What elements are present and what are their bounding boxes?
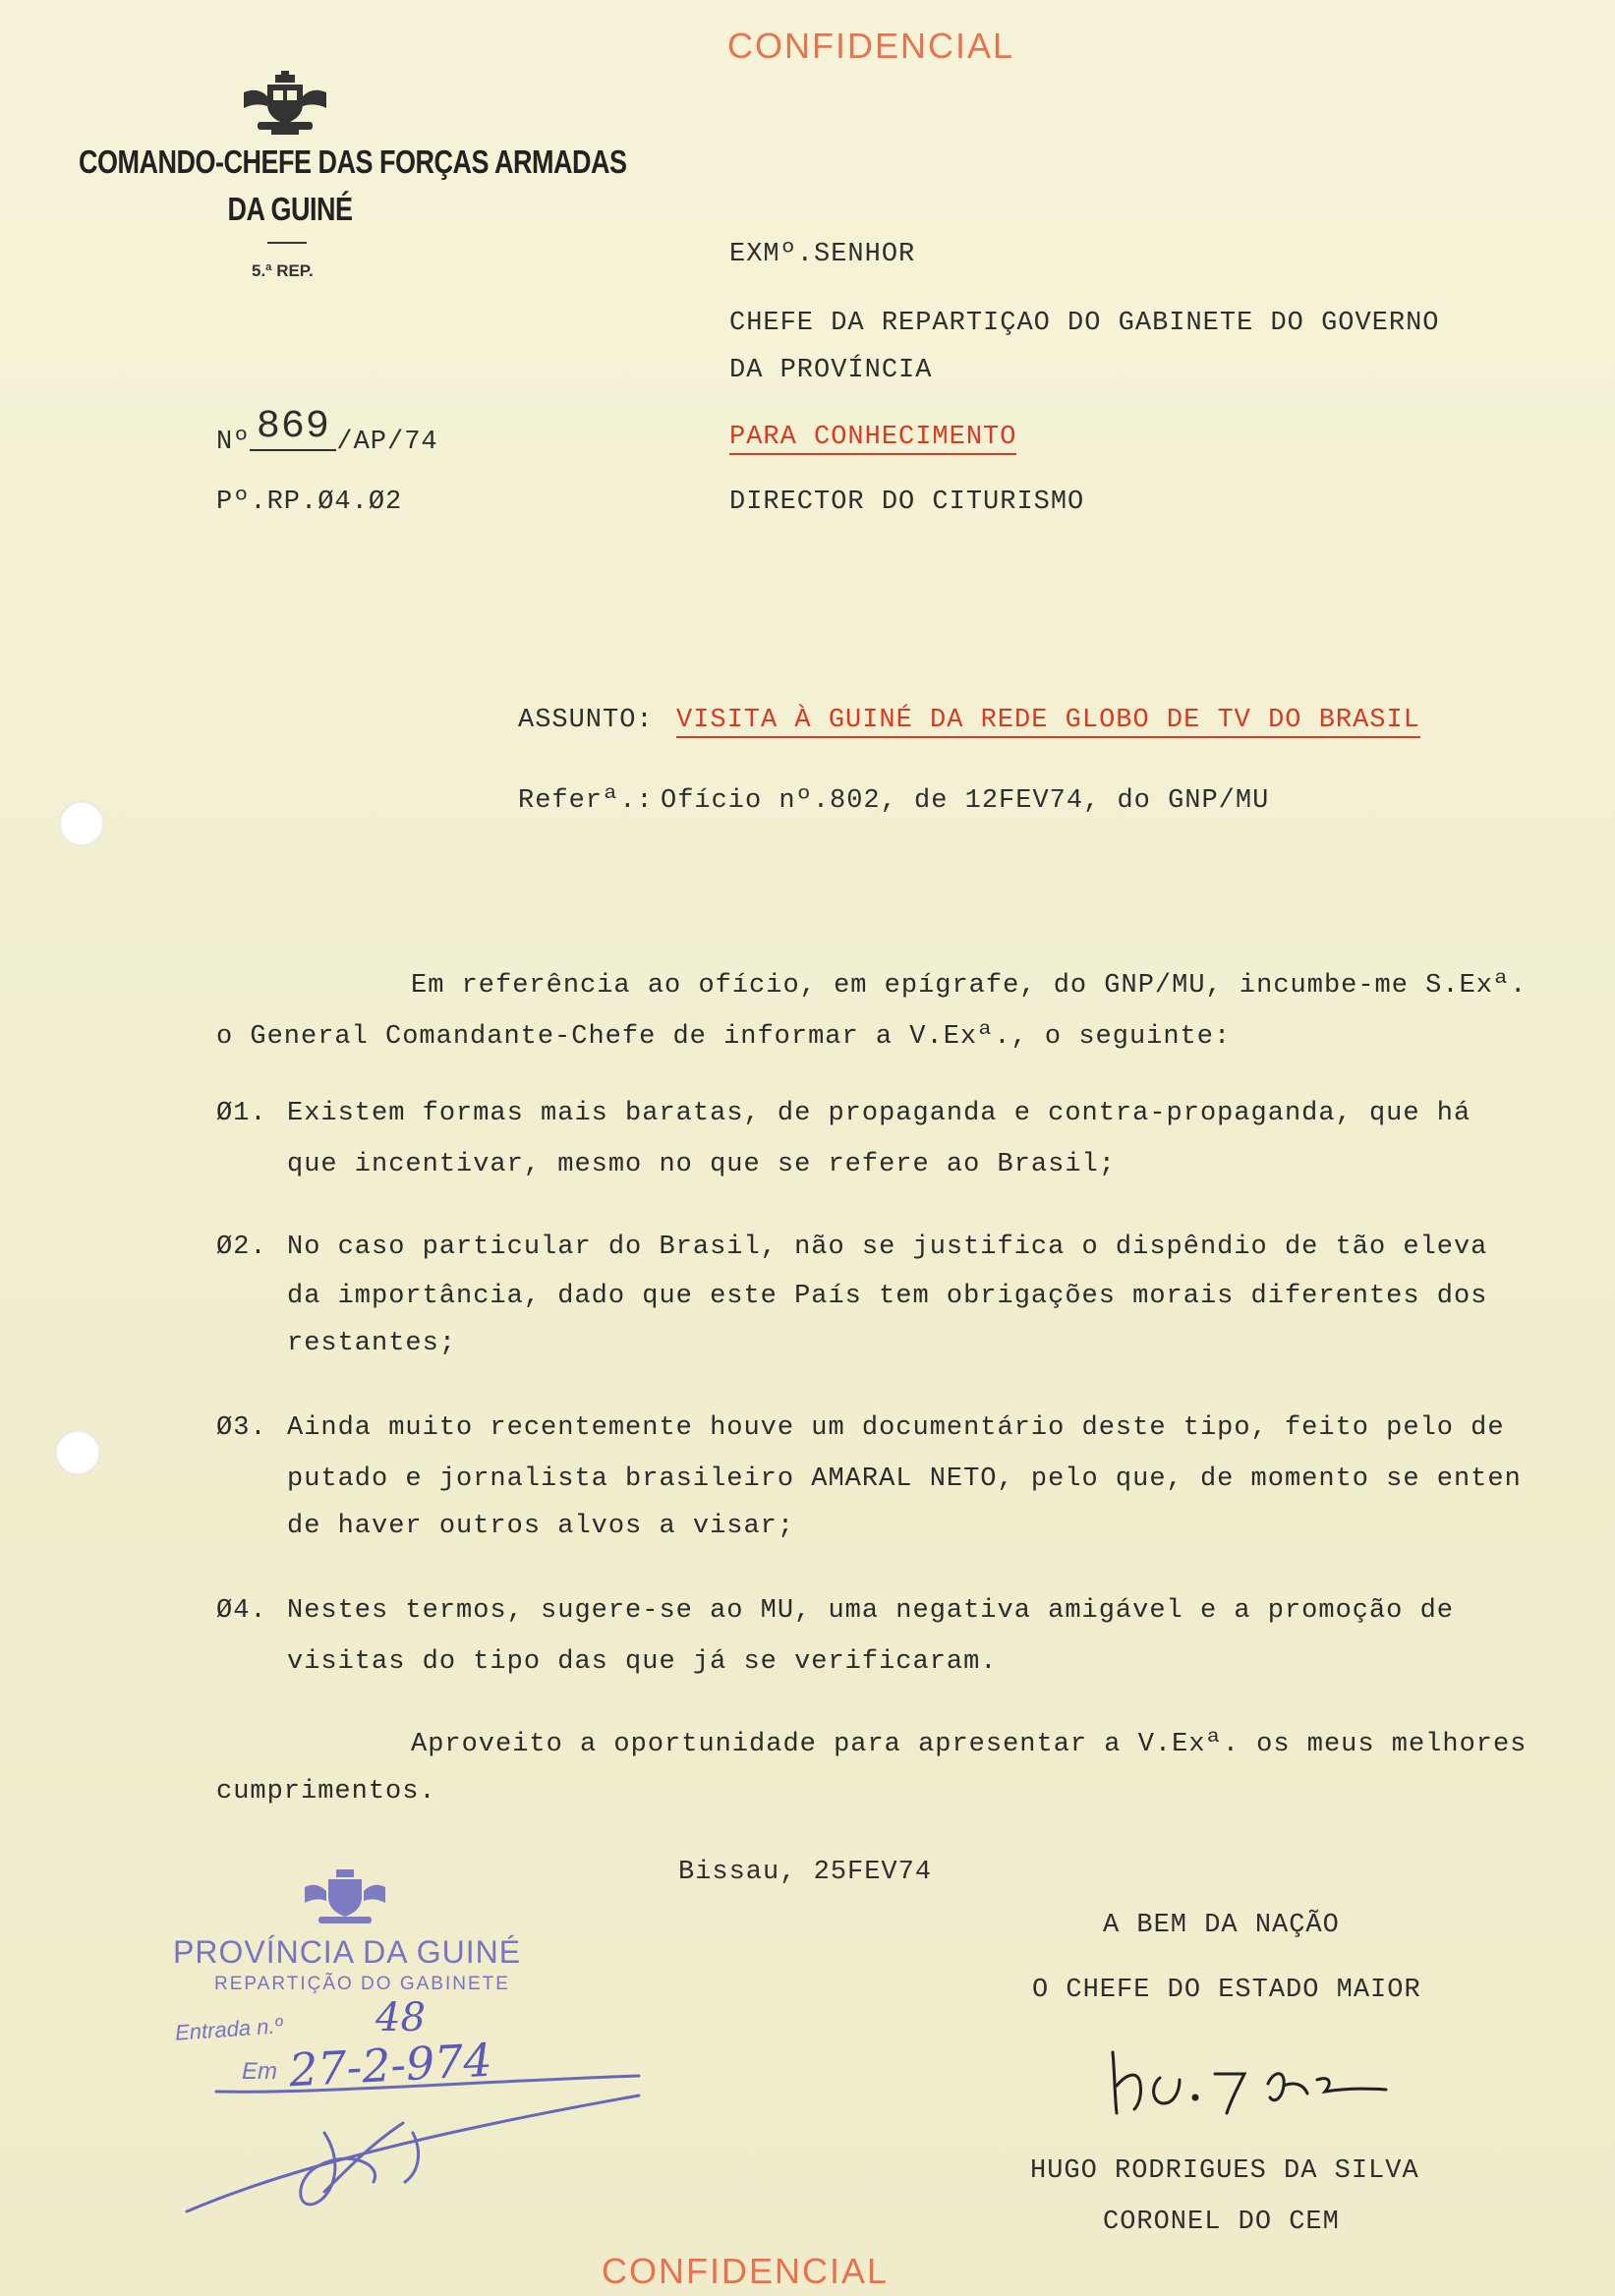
- item-line: Nestes termos, sugere-se ao MU, uma negativa amigável e a promoção de: [287, 1596, 1454, 1626]
- reception-stamp-line1: PROVÍNCIA DA GUINÉ: [173, 1934, 522, 1970]
- closing-formula: A BEM DA NAÇÃO: [1103, 1911, 1340, 1940]
- subject-label: ASSUNTO:: [518, 706, 654, 735]
- punch-hole: [55, 1430, 100, 1475]
- confidential-stamp-bottom: CONFIDENCIAL: [602, 2251, 890, 2291]
- process-reference: Pº.RP.Ø4.Ø2: [216, 488, 403, 517]
- signatory-title: O CHEFE DO ESTADO MAIOR: [1032, 1976, 1421, 2005]
- doc-number-prefix: Nº: [216, 428, 251, 457]
- signatory-rank: CORONEL DO CEM: [1103, 2208, 1340, 2237]
- reception-em-date: 27-2-974: [287, 2033, 493, 2097]
- org-name-line2: DA GUINÉ: [227, 191, 353, 228]
- coat-of-arms-icon: [238, 71, 332, 136]
- item-line: restantes;: [287, 1329, 457, 1358]
- subject-text-wrap: [676, 706, 1420, 735]
- item-line: que incentivar, mesmo no que se refere ao Brasil;: [287, 1150, 1116, 1179]
- subject-text: VISITA À GUINÉ DA REDE GLOBO DE TV DO BRASIL: [676, 706, 1420, 738]
- item-line: da importância, dado que este País tem obrigações morais diferentes dos: [287, 1282, 1488, 1311]
- closing-line1: Aproveito a oportunidade para apresentar a V.Exª. os meus melhores: [411, 1730, 1528, 1759]
- doc-number-line: [216, 405, 438, 463]
- place-date: Bissau, 25FEV74: [678, 1858, 933, 1887]
- doc-number-suffix: /AP/74: [336, 428, 438, 457]
- item-number: Ø1.: [216, 1099, 267, 1128]
- rep-label: 5.ª REP.: [252, 261, 314, 280]
- doc-number: 869: [250, 405, 336, 451]
- item-number: Ø4.: [216, 1596, 267, 1626]
- item-line: Existem formas mais baratas, de propaganda e contra-propaganda, que há: [287, 1099, 1471, 1128]
- reception-initials-scrawl: [177, 2074, 649, 2221]
- addressee-line1: CHEFE DA REPARTIÇAO DO GABINETE DO GOVERNO: [729, 309, 1440, 338]
- item-number: Ø2.: [216, 1233, 267, 1262]
- cc-label-text: PARA CONHECIMENTO: [729, 423, 1016, 455]
- confidential-stamp-top: CONFIDENCIAL: [727, 26, 1015, 66]
- reception-entrada-label: Entrada n.º: [174, 2013, 284, 2045]
- punch-hole: [59, 801, 104, 846]
- intro-line1: Em referência ao ofício, em epígrafe, do GNP/MU, incumbe-me S.Exª.: [411, 971, 1528, 1001]
- cc-recipient: DIRECTOR DO CITURISMO: [729, 488, 1085, 517]
- reference-label: Referª.:: [518, 786, 654, 816]
- reception-em-label: Em: [242, 2058, 277, 2085]
- item-line: visitas do tipo das que já se verificaram.: [287, 1647, 998, 1677]
- province-crest-icon: [301, 1867, 389, 1928]
- header-divider: [267, 242, 307, 244]
- closing-line2: cumprimentos.: [216, 1777, 436, 1807]
- item-number: Ø3.: [216, 1413, 267, 1443]
- org-name-line1: COMANDO-CHEFE DAS FORÇAS ARMADAS: [79, 144, 627, 181]
- item-line: Ainda muito recentemente houve um documentário deste tipo, feito pelo de: [287, 1413, 1505, 1443]
- addressee-line2: DA PROVÍNCIA: [729, 356, 933, 385]
- cc-label: [729, 423, 1016, 452]
- intro-line2: o General Comandante-Chefe de informar a V.Exª., o seguinte:: [216, 1022, 1232, 1052]
- reception-stamp-line2: REPARTIÇÃO DO GABINETE: [214, 1974, 510, 1994]
- signature: [1101, 2035, 1435, 2123]
- item-line: No caso particular do Brasil, não se justifica o dispêndio de tão eleva: [287, 1233, 1488, 1262]
- signatory-name: HUGO RODRIGUES DA SILVA: [1030, 2156, 1419, 2186]
- reception-entrada-number: 48: [375, 1995, 426, 2040]
- addressee-salutation: EXMº.SENHOR: [729, 240, 916, 269]
- item-line: putado e jornalista brasileiro AMARAL NETO, pelo que, de momento se enten: [287, 1464, 1522, 1494]
- item-line: de haver outros alvos a visar;: [287, 1512, 795, 1541]
- reference-text: Ofício nº.802, de 12FEV74, do GNP/MU: [661, 786, 1270, 816]
